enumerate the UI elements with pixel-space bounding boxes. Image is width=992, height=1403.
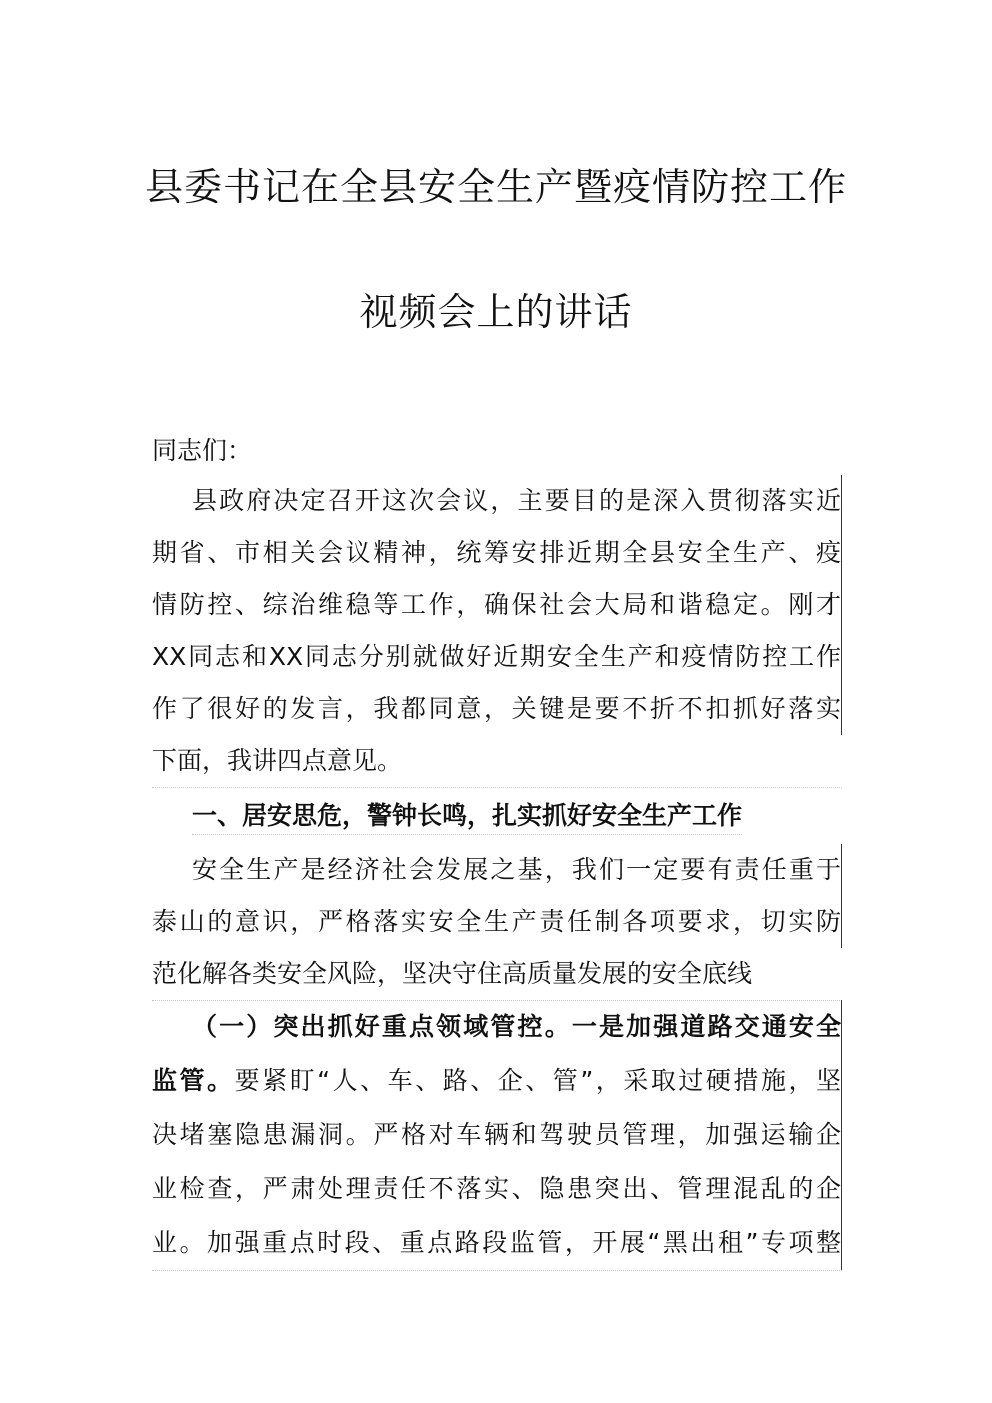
document-title-line-2: 视频会上的讲话 [359, 290, 633, 334]
section-heading-1: 一、居安思危，警钟长鸣，扎实抓好安全生产工作 [192, 798, 742, 835]
paragraph-line: 决堵塞隐患漏洞。严格对车辆和驾驶员管理，加强运输企 [152, 1108, 842, 1162]
paragraph-line: 范化解各类安全风险，坚决守住高质量发展的安全底线 [152, 959, 753, 988]
paragraph-line: 业检查，严肃处理责任不落实、隐患突出、管理混乱的企 [152, 1162, 842, 1216]
paragraph-text: 要紧盯“人、车、路、企、管”，采取过硬措施，坚 [234, 1066, 841, 1095]
paragraph-line: 作了很好的发言，我都同意，关键是要不折不扣抓好落实 [152, 683, 842, 735]
paragraph-line: 县政府决定召开这次会议，主要目的是深入贯彻落实近 [152, 475, 842, 527]
paragraph-line: XX同志和XX同志分别就做好近期安全生产和疫情防控工作 [152, 631, 842, 683]
document-title-line-1: 县委书记在全县安全生产暨疫情防控工作 [144, 165, 847, 209]
paragraph-safety [152, 844, 842, 1001]
paragraph-line [152, 1054, 842, 1108]
paragraph-line: 业。加强重点时段、重点路段监管，开展“黑出租”专项整 [152, 1216, 842, 1270]
paragraph-line: 下面，我讲四点意见。 [152, 746, 403, 775]
paragraph-line: 安全生产是经济社会发展之基，我们一定要有责任重于 [152, 844, 842, 896]
paragraph-line: 期省、市相关会议精神，统筹安排近期全县安全生产、疫 [152, 527, 842, 579]
subheading-line: （一）突出抓好重点领域管控。一是加强道路交通安全 [152, 1000, 842, 1054]
greeting: 同志们： [152, 436, 253, 465]
subheading-tail: 监管。 [152, 1066, 235, 1095]
paragraph-road-traffic [152, 1000, 842, 1271]
paragraph-line: 泰山的意识，严格落实安全生产责任制各项要求，切实防 [152, 896, 842, 948]
paragraph-intro [152, 475, 842, 788]
paragraph-line: 情防控、综治维稳等工作，确保社会大局和谐稳定。刚才 [152, 579, 842, 631]
